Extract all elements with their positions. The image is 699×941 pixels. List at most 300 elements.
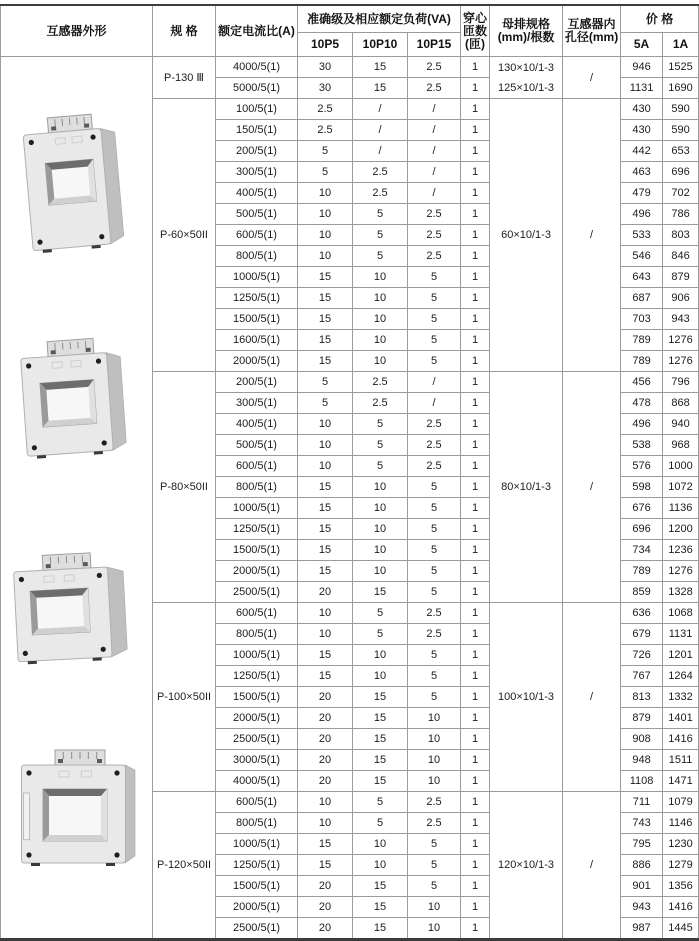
price-5a-cell: 789 [621, 351, 663, 372]
price-1a-cell: 590 [663, 99, 699, 120]
ratio-cell: 2500/5(1) [216, 729, 298, 750]
burden-10p5-cell: 10 [298, 414, 353, 435]
burden-10p15-cell: 5 [408, 687, 461, 708]
transformer-photo-p60 [27, 115, 119, 258]
burden-10p10-cell: 5 [353, 246, 408, 267]
price-5a-cell: 463 [621, 162, 663, 183]
price-5a-cell: 478 [621, 393, 663, 414]
ratio-cell: 1500/5(1) [216, 309, 298, 330]
burden-10p10-cell: 2.5 [353, 162, 408, 183]
price-1a-cell: 1690 [663, 78, 699, 99]
burden-10p10-cell: 15 [353, 729, 408, 750]
burden-10p15-cell: 5 [408, 498, 461, 519]
turns-cell: 1 [461, 750, 490, 771]
burden-10p15-cell: 10 [408, 729, 461, 750]
transformer-photo-p100 [15, 553, 125, 670]
spec-cell: P-100×50II [153, 603, 216, 792]
header-turns: 穿心 匝数 (匝) [461, 5, 490, 57]
price-1a-cell: 1146 [663, 813, 699, 834]
burden-10p10-cell: 10 [353, 267, 408, 288]
turns-cell: 1 [461, 120, 490, 141]
table-header [1, 5, 699, 57]
ratio-cell: 600/5(1) [216, 603, 298, 624]
price-5a-cell: 496 [621, 414, 663, 435]
price-1a-cell: 1328 [663, 582, 699, 603]
burden-10p15-cell: 5 [408, 855, 461, 876]
turns-cell: 1 [461, 708, 490, 729]
header-10p10: 10P10 [353, 33, 408, 57]
burden-10p5-cell: 5 [298, 393, 353, 414]
price-5a-cell: 859 [621, 582, 663, 603]
ratio-cell: 2000/5(1) [216, 897, 298, 918]
burden-10p10-cell: 10 [353, 351, 408, 372]
hole-diameter-cell: / [563, 57, 621, 99]
burden-10p10-cell: 10 [353, 666, 408, 687]
turns-cell: 1 [461, 729, 490, 750]
turns-cell: 1 [461, 225, 490, 246]
burden-10p10-cell: 15 [353, 78, 408, 99]
burden-10p5-cell: 20 [298, 876, 353, 897]
turns-cell: 1 [461, 687, 490, 708]
burden-10p15-cell: 10 [408, 750, 461, 771]
burden-10p15-cell: / [408, 162, 461, 183]
burden-10p10-cell: 15 [353, 750, 408, 771]
price-1a-cell: 968 [663, 435, 699, 456]
ratio-cell: 200/5(1) [216, 372, 298, 393]
ratio-cell: 500/5(1) [216, 204, 298, 225]
price-5a-cell: 496 [621, 204, 663, 225]
spec-cell: P-120×50II [153, 792, 216, 940]
header-spec: 规 格 [153, 5, 216, 57]
burden-10p5-cell: 15 [298, 267, 353, 288]
turns-cell: 1 [461, 162, 490, 183]
price-1a-cell: 1525 [663, 57, 699, 78]
burden-10p15-cell: 5 [408, 582, 461, 603]
turns-cell: 1 [461, 246, 490, 267]
burden-10p15-cell: 5 [408, 561, 461, 582]
price-1a-cell: 1230 [663, 834, 699, 855]
turns-cell: 1 [461, 519, 490, 540]
transformer-photo-p120 [21, 749, 135, 874]
burden-10p10-cell: 10 [353, 309, 408, 330]
burden-10p10-cell: / [353, 99, 408, 120]
turns-cell: 1 [461, 372, 490, 393]
ratio-cell: 2500/5(1) [216, 918, 298, 940]
price-5a-cell: 734 [621, 540, 663, 561]
header-price: 价 格 [621, 5, 699, 33]
price-1a-cell: 1332 [663, 687, 699, 708]
price-1a-cell: 1445 [663, 918, 699, 940]
burden-10p10-cell: 15 [353, 57, 408, 78]
burden-10p5-cell: 10 [298, 183, 353, 204]
transformer-photo-p80 [23, 339, 123, 457]
transformer-photo-p60 [27, 115, 119, 251]
turns-cell: 1 [461, 288, 490, 309]
turns-cell: 1 [461, 477, 490, 498]
price-5a-cell: 789 [621, 330, 663, 351]
burden-10p10-cell: 2.5 [353, 183, 408, 204]
turns-cell: 1 [461, 330, 490, 351]
burden-10p5-cell: 15 [298, 330, 353, 351]
price-5a-cell: 430 [621, 120, 663, 141]
burden-10p15-cell: 5 [408, 309, 461, 330]
burden-10p5-cell: 15 [298, 855, 353, 876]
burden-10p15-cell: 5 [408, 477, 461, 498]
burden-10p10-cell: 15 [353, 582, 408, 603]
burden-10p15-cell: 2.5 [408, 813, 461, 834]
burden-10p5-cell: 20 [298, 687, 353, 708]
burden-10p15-cell: / [408, 393, 461, 414]
hole-diameter-cell: / [563, 792, 621, 940]
price-5a-cell: 943 [621, 897, 663, 918]
price-1a-cell: 1236 [663, 540, 699, 561]
turns-cell: 1 [461, 771, 490, 792]
turns-cell: 1 [461, 183, 490, 204]
price-1a-cell: 653 [663, 141, 699, 162]
price-5a-cell: 1131 [621, 78, 663, 99]
price-1a-cell: 846 [663, 246, 699, 267]
turns-cell: 1 [461, 393, 490, 414]
price-5a-cell: 456 [621, 372, 663, 393]
hole-diameter-cell: / [563, 372, 621, 603]
burden-10p10-cell: 15 [353, 771, 408, 792]
turns-cell: 1 [461, 624, 490, 645]
hole-diameter-cell: / [563, 99, 621, 372]
transformer-photo-p120 [21, 749, 135, 867]
price-5a-cell: 598 [621, 477, 663, 498]
price-5a-cell: 703 [621, 309, 663, 330]
burden-10p5-cell: 10 [298, 792, 353, 813]
price-5a-cell: 643 [621, 267, 663, 288]
price-1a-cell: 1079 [663, 792, 699, 813]
turns-cell: 1 [461, 897, 490, 918]
burden-10p10-cell: 10 [353, 288, 408, 309]
turns-cell: 1 [461, 351, 490, 372]
burden-10p5-cell: 15 [298, 834, 353, 855]
burden-10p10-cell: 15 [353, 708, 408, 729]
burden-10p10-cell: / [353, 120, 408, 141]
burden-10p10-cell: 10 [353, 540, 408, 561]
ratio-cell: 800/5(1) [216, 477, 298, 498]
burden-10p5-cell: 20 [298, 897, 353, 918]
turns-cell: 1 [461, 414, 490, 435]
ratio-cell: 2000/5(1) [216, 561, 298, 582]
burden-10p15-cell: 5 [408, 288, 461, 309]
price-5a-cell: 533 [621, 225, 663, 246]
price-5a-cell: 538 [621, 435, 663, 456]
price-5a-cell: 743 [621, 813, 663, 834]
ratio-cell: 400/5(1) [216, 183, 298, 204]
ratio-cell: 150/5(1) [216, 120, 298, 141]
price-1a-cell: 796 [663, 372, 699, 393]
ratio-cell: 300/5(1) [216, 162, 298, 183]
turns-cell: 1 [461, 498, 490, 519]
ratio-cell: 5000/5(1) [216, 78, 298, 99]
burden-10p15-cell: / [408, 99, 461, 120]
burden-10p15-cell: 5 [408, 519, 461, 540]
ratio-cell: 1250/5(1) [216, 855, 298, 876]
burden-10p15-cell: 2.5 [408, 225, 461, 246]
burden-10p15-cell: 2.5 [408, 204, 461, 225]
burden-10p5-cell: 15 [298, 540, 353, 561]
burden-10p15-cell: 2.5 [408, 456, 461, 477]
price-1a-cell: 1511 [663, 750, 699, 771]
price-1a-cell: 1401 [663, 708, 699, 729]
burden-10p15-cell: 2.5 [408, 414, 461, 435]
turns-cell: 1 [461, 918, 490, 940]
price-5a-cell: 479 [621, 183, 663, 204]
price-1a-cell: 1356 [663, 876, 699, 897]
burden-10p15-cell: 2.5 [408, 624, 461, 645]
turns-cell: 1 [461, 540, 490, 561]
header-ratio: 额定电流比(A) [216, 5, 298, 57]
burden-10p15-cell: 2.5 [408, 57, 461, 78]
ratio-cell: 600/5(1) [216, 792, 298, 813]
burden-10p5-cell: 10 [298, 435, 353, 456]
burden-10p5-cell: 15 [298, 498, 353, 519]
price-5a-cell: 813 [621, 687, 663, 708]
ratio-cell: 1500/5(1) [216, 876, 298, 897]
price-1a-cell: 1136 [663, 498, 699, 519]
burden-10p5-cell: 10 [298, 204, 353, 225]
burden-10p5-cell: 30 [298, 78, 353, 99]
turns-cell: 1 [461, 99, 490, 120]
burden-10p5-cell: 10 [298, 456, 353, 477]
burden-10p5-cell: 5 [298, 141, 353, 162]
burden-10p5-cell: 15 [298, 309, 353, 330]
price-1a-cell: 1471 [663, 771, 699, 792]
busbar-cell: 100×10/1-3 [490, 603, 563, 792]
burden-10p15-cell: 5 [408, 834, 461, 855]
hole-diameter-cell: / [563, 603, 621, 792]
price-5a-cell: 546 [621, 246, 663, 267]
burden-10p10-cell: 15 [353, 876, 408, 897]
burden-10p10-cell: 15 [353, 897, 408, 918]
burden-10p10-cell: 10 [353, 645, 408, 666]
burden-10p15-cell: 2.5 [408, 792, 461, 813]
ratio-cell: 1600/5(1) [216, 330, 298, 351]
busbar-cell: 60×10/1-3 [490, 99, 563, 372]
busbar-cell: 80×10/1-3 [490, 372, 563, 603]
ratio-cell: 600/5(1) [216, 225, 298, 246]
price-1a-cell: 1264 [663, 666, 699, 687]
price-1a-cell: 868 [663, 393, 699, 414]
turns-cell: 1 [461, 645, 490, 666]
ratio-cell: 1500/5(1) [216, 687, 298, 708]
burden-10p5-cell: 15 [298, 351, 353, 372]
price-1a-cell: 1276 [663, 561, 699, 582]
burden-10p5-cell: 15 [298, 519, 353, 540]
burden-10p5-cell: 15 [298, 561, 353, 582]
turns-cell: 1 [461, 267, 490, 288]
burden-10p10-cell: 10 [353, 498, 408, 519]
price-1a-cell: 906 [663, 288, 699, 309]
price-1a-cell: 803 [663, 225, 699, 246]
burden-10p15-cell: 2.5 [408, 435, 461, 456]
spec-cell: P-60×50II [153, 99, 216, 372]
header-10p5: 10P5 [298, 33, 353, 57]
burden-10p15-cell: 5 [408, 645, 461, 666]
burden-10p15-cell: 5 [408, 351, 461, 372]
burden-10p10-cell: 10 [353, 561, 408, 582]
price-1a-cell: 1201 [663, 645, 699, 666]
burden-10p15-cell: / [408, 120, 461, 141]
busbar-cell: 130×10/1-3 125×10/1-3 [490, 57, 563, 99]
burden-10p15-cell: / [408, 183, 461, 204]
burden-10p5-cell: 20 [298, 582, 353, 603]
burden-10p10-cell: / [353, 141, 408, 162]
price-5a-cell: 726 [621, 645, 663, 666]
busbar-cell: 120×10/1-3 [490, 792, 563, 940]
price-1a-cell: 1276 [663, 351, 699, 372]
burden-10p15-cell: 2.5 [408, 246, 461, 267]
burden-10p10-cell: 15 [353, 687, 408, 708]
turns-cell: 1 [461, 855, 490, 876]
burden-10p10-cell: 5 [353, 414, 408, 435]
ratio-cell: 1000/5(1) [216, 834, 298, 855]
price-5a-cell: 886 [621, 855, 663, 876]
ratio-cell: 1250/5(1) [216, 288, 298, 309]
burden-10p5-cell: 2.5 [298, 120, 353, 141]
burden-10p5-cell: 15 [298, 666, 353, 687]
price-1a-cell: 1072 [663, 477, 699, 498]
ratio-cell: 1000/5(1) [216, 645, 298, 666]
header-5a: 5A [621, 33, 663, 57]
price-1a-cell: 702 [663, 183, 699, 204]
burden-10p5-cell: 10 [298, 603, 353, 624]
ratio-cell: 800/5(1) [216, 813, 298, 834]
appearance-photos-cell [1, 57, 153, 940]
burden-10p10-cell: 5 [353, 456, 408, 477]
transformer-photo-p80 [23, 339, 123, 464]
burden-10p5-cell: 10 [298, 225, 353, 246]
burden-10p10-cell: 5 [353, 435, 408, 456]
ratio-cell: 1250/5(1) [216, 666, 298, 687]
turns-cell: 1 [461, 582, 490, 603]
ratio-cell: 2000/5(1) [216, 708, 298, 729]
ratio-cell: 100/5(1) [216, 99, 298, 120]
ratio-cell: 4000/5(1) [216, 57, 298, 78]
spec-cell: P-80×50II [153, 372, 216, 603]
burden-10p5-cell: 10 [298, 624, 353, 645]
ratio-cell: 1000/5(1) [216, 267, 298, 288]
burden-10p10-cell: 5 [353, 204, 408, 225]
price-5a-cell: 987 [621, 918, 663, 940]
price-5a-cell: 948 [621, 750, 663, 771]
photo-layer [1, 57, 152, 938]
transformer-photo-p100 [15, 553, 125, 663]
ratio-cell: 800/5(1) [216, 246, 298, 267]
burden-10p10-cell: 2.5 [353, 372, 408, 393]
price-5a-cell: 1108 [621, 771, 663, 792]
price-5a-cell: 901 [621, 876, 663, 897]
burden-10p10-cell: 10 [353, 834, 408, 855]
burden-10p10-cell: 10 [353, 519, 408, 540]
header-accuracy-group: 准确级及相应额定负荷(VA) [298, 5, 461, 33]
turns-cell: 1 [461, 78, 490, 99]
burden-10p15-cell: 5 [408, 330, 461, 351]
header-appearance: 互感器外形 [1, 5, 153, 57]
ratio-cell: 2500/5(1) [216, 582, 298, 603]
price-5a-cell: 430 [621, 99, 663, 120]
price-5a-cell: 679 [621, 624, 663, 645]
burden-10p10-cell: 5 [353, 225, 408, 246]
burden-10p10-cell: 5 [353, 624, 408, 645]
price-5a-cell: 789 [621, 561, 663, 582]
ratio-cell: 1000/5(1) [216, 498, 298, 519]
burden-10p5-cell: 10 [298, 246, 353, 267]
table-body [1, 57, 699, 940]
price-5a-cell: 946 [621, 57, 663, 78]
ratio-cell: 1250/5(1) [216, 519, 298, 540]
ratio-cell: 4000/5(1) [216, 771, 298, 792]
price-5a-cell: 687 [621, 288, 663, 309]
turns-cell: 1 [461, 666, 490, 687]
price-1a-cell: 879 [663, 267, 699, 288]
burden-10p15-cell: / [408, 372, 461, 393]
price-1a-cell: 696 [663, 162, 699, 183]
burden-10p15-cell: 5 [408, 876, 461, 897]
spec-cell: P-130 Ⅲ [153, 57, 216, 99]
price-5a-cell: 442 [621, 141, 663, 162]
burden-10p10-cell: 10 [353, 855, 408, 876]
burden-10p5-cell: 20 [298, 771, 353, 792]
ratio-cell: 1500/5(1) [216, 540, 298, 561]
price-5a-cell: 711 [621, 792, 663, 813]
ratio-cell: 200/5(1) [216, 141, 298, 162]
burden-10p5-cell: 15 [298, 645, 353, 666]
price-5a-cell: 879 [621, 708, 663, 729]
price-5a-cell: 576 [621, 456, 663, 477]
burden-10p10-cell: 10 [353, 330, 408, 351]
burden-10p5-cell: 10 [298, 813, 353, 834]
ratio-cell: 3000/5(1) [216, 750, 298, 771]
burden-10p15-cell: 10 [408, 918, 461, 940]
price-1a-cell: 590 [663, 120, 699, 141]
burden-10p5-cell: 15 [298, 288, 353, 309]
price-1a-cell: 1131 [663, 624, 699, 645]
burden-10p10-cell: 15 [353, 918, 408, 940]
ratio-cell: 400/5(1) [216, 414, 298, 435]
price-1a-cell: 1000 [663, 456, 699, 477]
price-5a-cell: 908 [621, 729, 663, 750]
ratio-cell: 600/5(1) [216, 456, 298, 477]
transformer-price-table [0, 4, 699, 941]
burden-10p5-cell: 20 [298, 729, 353, 750]
price-5a-cell: 636 [621, 603, 663, 624]
burden-10p10-cell: 10 [353, 477, 408, 498]
price-5a-cell: 676 [621, 498, 663, 519]
burden-10p15-cell: 10 [408, 771, 461, 792]
burden-10p15-cell: 2.5 [408, 78, 461, 99]
turns-cell: 1 [461, 204, 490, 225]
turns-cell: 1 [461, 603, 490, 624]
burden-10p10-cell: 5 [353, 792, 408, 813]
turns-cell: 1 [461, 876, 490, 897]
burden-10p5-cell: 30 [298, 57, 353, 78]
burden-10p5-cell: 20 [298, 750, 353, 771]
price-1a-cell: 1276 [663, 330, 699, 351]
price-1a-cell: 1416 [663, 729, 699, 750]
header-hole: 互感器内 孔径(mm) [563, 5, 621, 57]
burden-10p10-cell: 5 [353, 813, 408, 834]
turns-cell: 1 [461, 561, 490, 582]
price-5a-cell: 795 [621, 834, 663, 855]
burden-10p5-cell: 20 [298, 918, 353, 940]
burden-10p15-cell: 5 [408, 267, 461, 288]
burden-10p15-cell: 5 [408, 540, 461, 561]
burden-10p5-cell: 5 [298, 372, 353, 393]
